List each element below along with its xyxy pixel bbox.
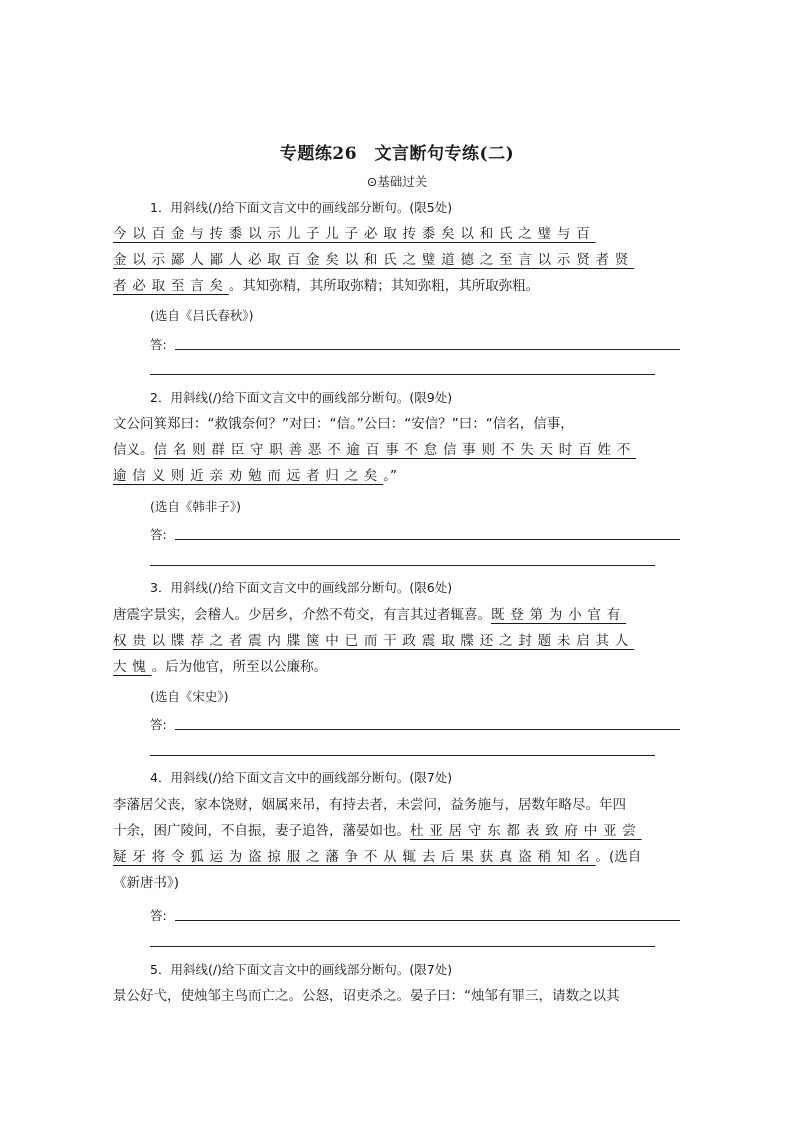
question-1-answer-line[interactable] [150,374,655,375]
underlined-text: 者必取至言矣 [113,278,229,294]
plain-text: 十余，困广陵间，不自振，妻子追咎，藩晏如也。 [113,823,410,839]
underlined-text: 大愧 [113,659,152,675]
plain-text: 李藩居父丧，家本饶财，姻属来吊，有持去者，未尝问，益务施与，居数年略尽。年四 [113,797,626,813]
question-3-answer-line[interactable] [150,755,655,756]
question-2-instruction: 2．用斜线(/)给下面文言文中的画线部分断句。(限9处) [150,390,453,405]
plain-text: 《新唐书》) [113,875,180,891]
question-4-line-2 [113,819,681,845]
underlined-text: 今以百金与抟黍以示儿子儿子必取抟黍矣以和氏之璧与百 [113,226,596,242]
plain-text: 。其知弥精，其所取弥精；其知弥粗，其所取弥粗。 [228,278,540,294]
question-3-line-2 [113,629,681,655]
question-4-instruction: 4．用斜线(/)给下面文言文中的画线部分断句。(限7处) [150,770,453,785]
question-2-line-3 [113,464,681,490]
question-1-answer-line[interactable] [175,349,680,350]
question-3-instruction: 3．用斜线(/)给下面文言文中的画线部分断句。(限6处) [150,580,453,595]
question-1-source: (选自《吕氏春秋》) [150,308,254,323]
plain-text: 信义。 [113,442,154,458]
plain-text: 唐震字景实，会稽人。少居乡，介然不苟交，有言其过者辄喜。 [113,607,491,623]
underlined-text: 既登第为小官有 [491,607,627,623]
question-3-answer-line[interactable] [175,729,680,730]
question-4-answer-line[interactable] [175,920,680,921]
plain-text: 。(选自 [595,849,642,865]
question-4-line-3 [113,845,681,871]
question-2-line-2 [113,438,681,464]
plain-text: 文公问箕郑曰：“救饿奈何？”对曰：“信。”公曰：“安信？”曰：“信名，信事， [113,416,574,432]
plain-text: 景公好弋，使烛邹主鸟而亡之。公怒，诏吏杀之。晏子曰：“烛邹有罪三，请数之以其 [113,988,620,1004]
question-1-answer-label: 答: [150,337,167,352]
question-1-line-2 [113,248,681,274]
section-subtitle: ⊙基础过关 [366,174,428,189]
question-4-line-4 [113,871,681,897]
underlined-text: 杜亚居守东都表致府中亚尝 [410,823,642,839]
plain-text: 。后为他官，所至以公廉称。 [151,659,328,675]
underlined-text: 信名则群臣守职善恶不逾百事不怠信事则不失天时百姓不 [153,442,636,458]
question-3-answer-label: 答: [150,717,167,732]
question-4-answer-line[interactable] [150,946,655,947]
page-title: 专题练26 文言断句专练(二) [279,144,515,164]
question-1-instruction: 1．用斜线(/)给下面文言文中的画线部分断句。(限5处) [150,200,453,215]
question-5-instruction: 5．用斜线(/)给下面文言文中的画线部分断句。(限7处) [150,962,453,977]
underlined-text: 疑牙将令狐运为盗掠服之藩争不从辄去后果获真盗稍知名 [113,849,596,865]
question-3-source: (选自《宋史》) [150,689,229,704]
question-1-line-3 [113,274,681,300]
question-4-line-1 [113,793,681,819]
question-2-line-1 [113,412,681,438]
question-2-answer-line[interactable] [175,539,680,540]
question-4-answer-label: 答: [150,908,167,923]
question-5-line-1 [113,984,681,1010]
question-3-line-1 [113,603,681,629]
plain-text: 。” [383,468,397,484]
question-1-line-1 [113,222,681,248]
question-3-line-3 [113,655,681,681]
underlined-text: 逾信义则近亲劝勉而远者归之矣 [113,468,384,484]
underlined-text: 金以示鄙人鄙人必取百金矣以和氏之璧道德之至言以示贤者贤 [113,252,635,268]
question-2-answer-line[interactable] [150,565,655,566]
underlined-text: 权贵以牒荐之者震内牒箧中已而干政震取牒还之封题未启其人 [113,633,635,649]
question-2-answer-label: 答: [150,527,167,542]
question-2-source: (选自《韩非子》) [150,499,242,514]
